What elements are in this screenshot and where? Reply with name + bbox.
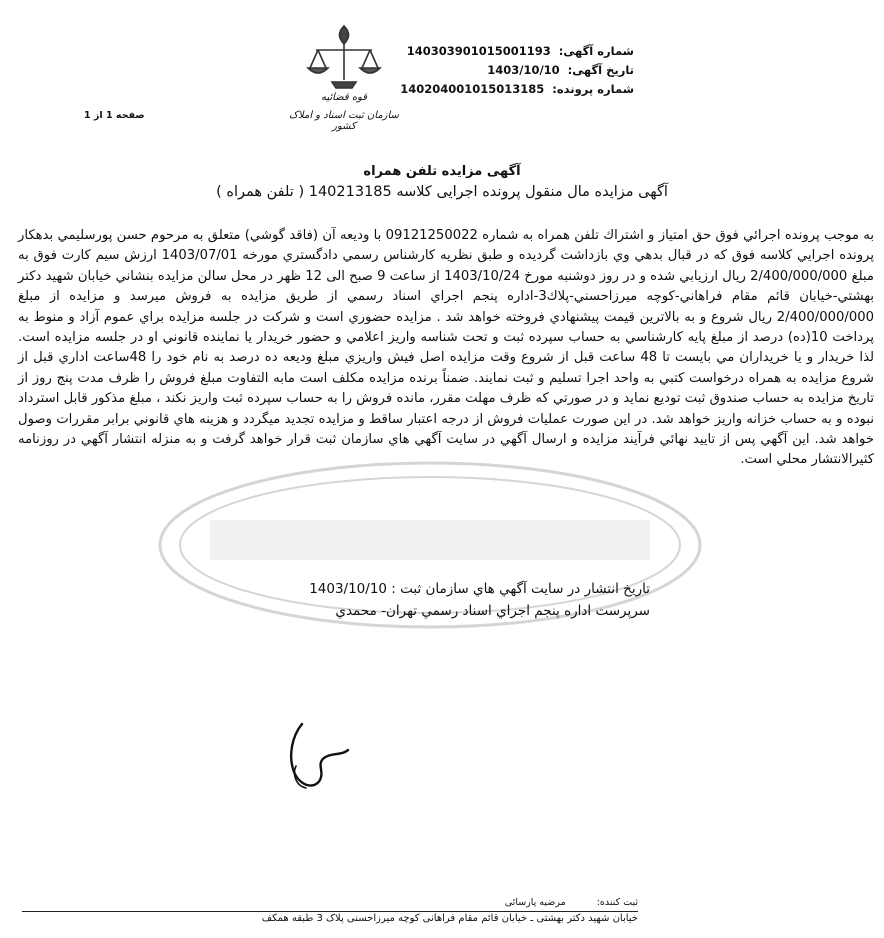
ad-date-row (400, 61, 634, 80)
emblem-line1: قوه قضائیه (320, 92, 368, 103)
document-title: آگهی مزایده تلفن همراه (363, 164, 521, 179)
office-address: خیابان شهید دکتر بهشتی ـ خیابان قائم مقام فراهانی کوچه میرزاحسنی پلاک 3 طبقه همکف (261, 913, 638, 924)
judiciary-emblem (282, 18, 406, 130)
registrar (505, 897, 638, 908)
supervisor-line: سرپرست اداره پنجم اجراي اسناد رسمي تهران- محمدي (335, 603, 650, 619)
emblem-line2: سازمان ثبت اسناد و املاک کشور (289, 110, 399, 132)
case-number: 140204001015013185 (400, 82, 545, 96)
document-subtitle: آگهی مزایده مال منقول پرونده اجرایی کلاسه 140213185 ( تلفن همراه ) (216, 184, 668, 200)
ad-number-row (400, 42, 634, 61)
page-number: صفحه 1 از 1 (84, 110, 145, 121)
ad-date-label: تاریخ آگهی: (567, 63, 634, 77)
registrar-label: ثبت کننده: (596, 897, 638, 908)
publish-date-line: تاريخ انتشار در سايت آگهي هاي سازمان ثبت : 1403/10/10 (309, 581, 650, 597)
publication-info (180, 578, 650, 622)
auction-body-text: به موجب پرونده اجرائي فوق حق امتياز و اشتراك تلفن همراه به شماره 09121250022 با وديعه آن (فاقد گوشي) متعلق به مرحوم حسن پورسليمي بدهكار پرونده اجرايي كلاسه فوق كه در قبال بدهي وي بازداشت گرديده و طبق نظريه كارشناس رسمي دادگستري مورخه 1403/07/01 ارزش سيم كارت فوق به مبلغ 2/400/000/000 ريال ارزيابي شده و در روز دوشنبه مورخ 1403/10/24 از ساعت 9 صبح الی 12 ظهر در محل سالن مزايده بنشاني خيابان شهيد دكتر بهشتي-خيابان قائم مقام فراهاني-كوچه ميرزاحسني-پلاك3-اداره پنجم اجراي اسناد رسمي از طريق مزايده به فروش ميرسد و مزايده از مبلغ 2/400/000/000 ريال شروع و به بالاترين قيمت پيشنهادي فروخته خواهد شد . مزايده حضوري است و شركت در جلسه مزايده براي عموم آزاد و منوط به پرداخت 10(ده) درصد از مبلغ پايه كارشناسي به حساب سپرده ثبت و تحت شناسه واريز اعلامي و حضور خريدار يا نماينده قانوني او در جلسه مزايده است. لذا خريدار و يا خريداران مي بايست تا 48 ساعت قبل از شروع وقت مزايده اصل فيش واريزي مبلغ وديعه ده درصد به نام خود را 48ساعت اداري قبل از شروع مزايده به همراه درخواست كتبي به واحد اجرا تسليم و ثبت نمايند. ضمناً برنده مزايده مكلف است مابه التفاوت مبلغ فروش را ظرف مدت پنج روز از تاريخ مزايده به حساب صندوق ثبت توديع نمايد و در صورتي كه ظرف مهلت مقرر، مانده فروش را به حساب سپرده ثبت واريز نكند ، مبلغ مذكور قابل استرداد نبوده و به حساب خزانه واريز خواهد شد. در اين صورت عمليات فروش از درجه اعتبار ساقط و مزايده تجديد ميگردد و هزينه هاي قانوني برابر مقررات وصول خواهد شد. اين آگهي پس از تاييد نهائي فرآيند مزايده و ارسال آگهي در سايت آگهي هاي سازمان ثبت قرار خواهد گرفت و به منزله انتشار آگهي در روزنامه كثيرالانتشار محلي است. (18, 228, 875, 468)
registrar-name: مرضیه پارسائی (504, 897, 566, 908)
case-number-row (400, 80, 634, 99)
ad-meta (400, 42, 634, 99)
ad-number: 140303901015001193 (406, 44, 551, 58)
signature (262, 706, 362, 798)
ad-number-label: شماره آگهی: (558, 44, 634, 58)
signature-icon (262, 706, 362, 798)
footer-divider (22, 911, 638, 912)
ad-date: 1403/10/10 (487, 63, 560, 77)
case-number-label: شماره پرونده: (552, 82, 634, 96)
